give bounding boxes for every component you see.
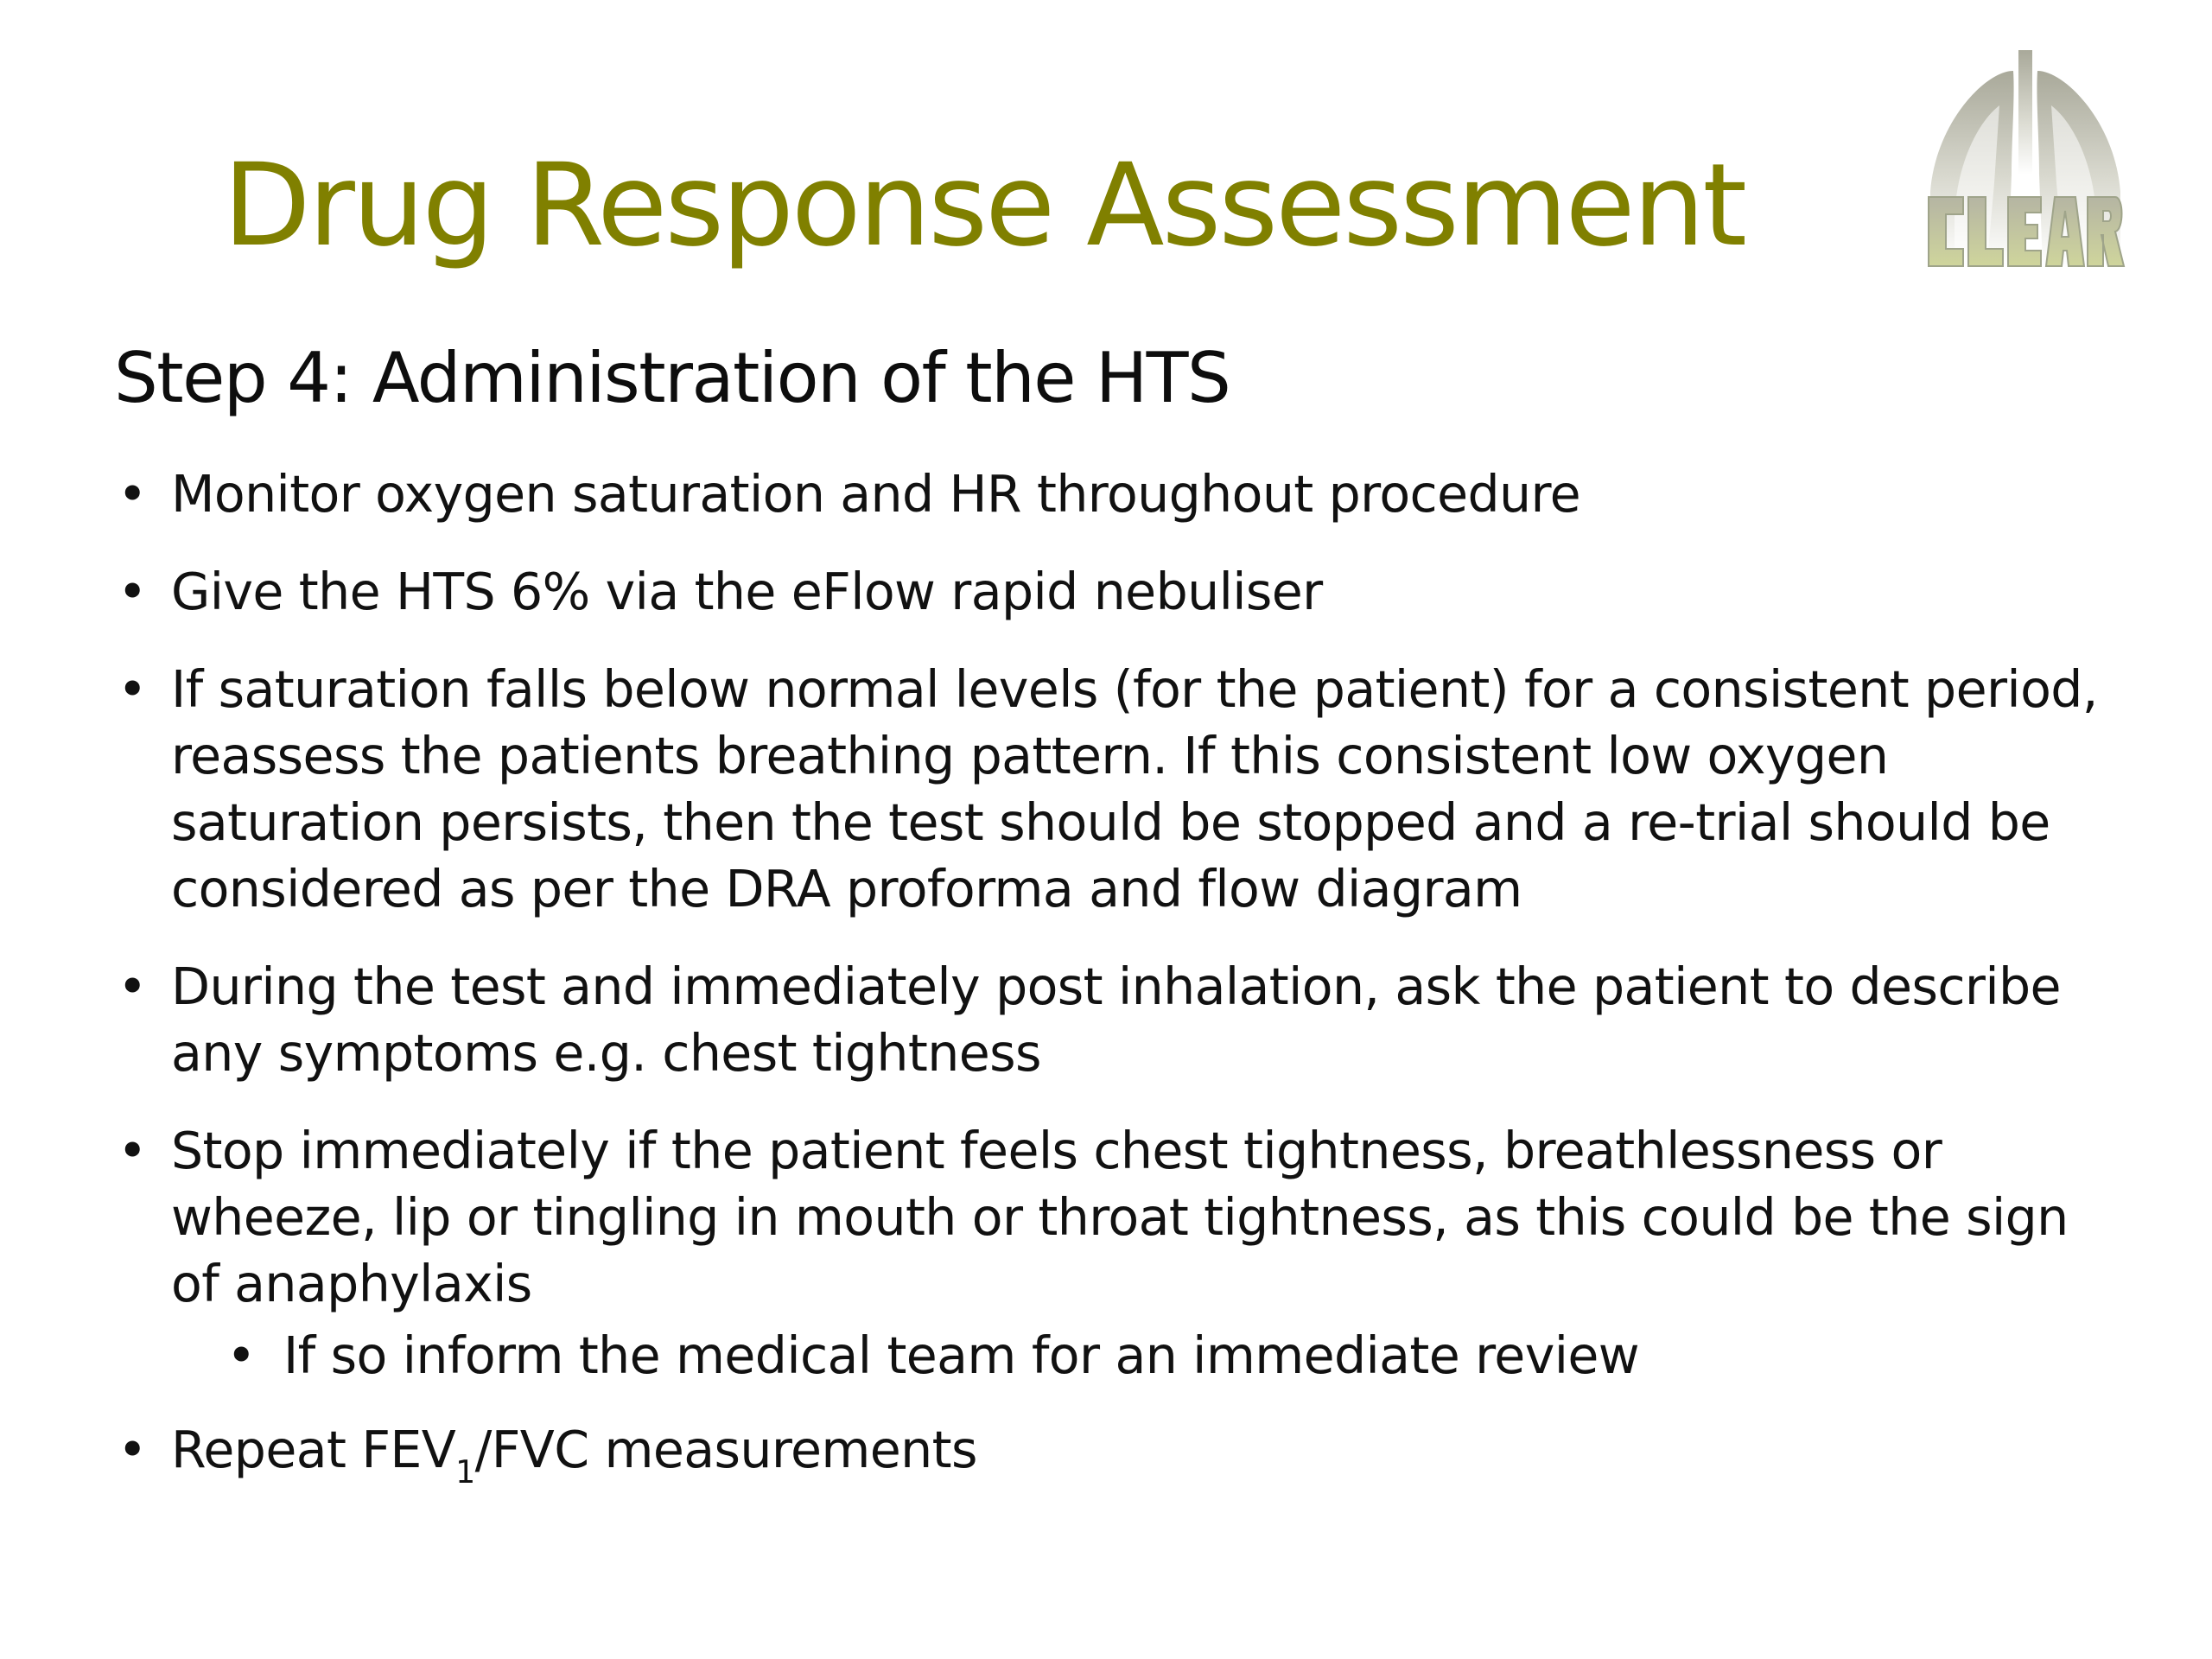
bullet-item-repeat (114, 1417, 2127, 1491)
bullet-text: Monitor oxygen saturation and HR throughout procedure (171, 465, 1581, 524)
bullet-item-give-hts (114, 559, 2127, 626)
bullet-text: If so inform the medical team for an immediate review (283, 1326, 1640, 1385)
bullet-text: If saturation falls below normal levels (for the patient) for a consistent period, reassess the patients breathing pattern. If this consistent low oxygen saturation persists, then the test should be stopped and a re-trial should be considered as per the DRA proforma and flow diagram (171, 660, 2098, 918)
bullet-glyph: • (226, 1326, 256, 1385)
bullet-item-saturation (114, 657, 2127, 923)
subscript-text: 1 (455, 1453, 475, 1491)
slide-subtitle: Step 4: Administration of the HTS (114, 338, 1230, 418)
bullet-text: Give the HTS 6% via the eFlow rapid nebuliser (171, 563, 1323, 621)
bullet-glyph: • (118, 957, 147, 1016)
lungs-logo-icon (1925, 45, 2126, 270)
bullet-text-after: /FVC measurements (474, 1421, 977, 1479)
bullet-text: During the test and immediately post inhalation, ask the patient to describe any symptoms e.g. chest tightness (171, 957, 2061, 1083)
bullet-glyph: • (118, 660, 147, 719)
bullet-item-stop (114, 1118, 2127, 1318)
bullet-glyph: • (118, 563, 147, 621)
clear-lungs-logo (1925, 45, 2126, 270)
bullet-list (114, 461, 2127, 1515)
bullet-item-monitor (114, 461, 2127, 528)
bullet-item-symptoms (114, 954, 2127, 1087)
bullet-glyph: • (118, 1122, 147, 1180)
slide-title: Drug Response Assessment (223, 139, 1745, 272)
bullet-text: Stop immediately if the patient feels chest tightness, breathlessness or wheeze, lip or tingling in mouth or throat tightness, as this could be the sign of anaphylaxis (171, 1122, 2069, 1313)
sub-bullet-item-inform (114, 1323, 2127, 1389)
bullet-glyph: • (118, 1421, 147, 1479)
bullet-glyph: • (118, 465, 147, 524)
bullet-text-before: Repeat FEV (171, 1421, 456, 1479)
